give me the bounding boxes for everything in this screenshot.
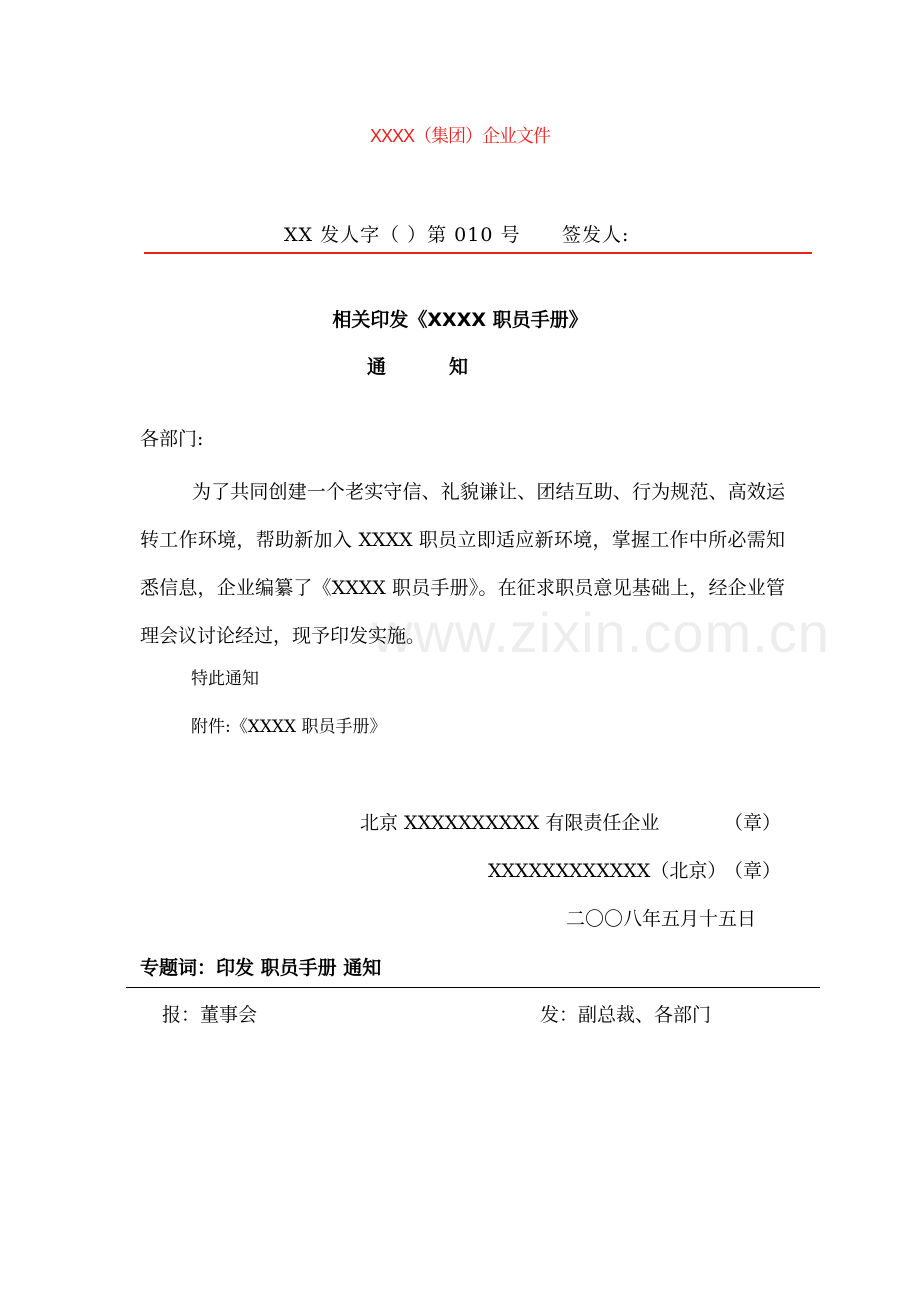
issuer-name-2: XXXXXXXXXXXX（北京）	[488, 860, 727, 882]
issuer-name-1: 北京 XXXXXXXXXX 有限责任企业	[360, 812, 660, 834]
subtitle-char-2: 知	[449, 356, 469, 378]
greeting: 各部门:	[140, 428, 204, 450]
report-to: 报：董事会	[162, 1004, 258, 1026]
document-number: XX 发人字（ ）第 010 号	[284, 224, 521, 246]
notice-closing: 特此通知	[191, 669, 259, 689]
send-to: 发：副总裁、各部门	[540, 1004, 712, 1026]
issuer-seal-1: （章）	[724, 812, 782, 834]
signer-label: 签发人:	[562, 224, 630, 246]
body-paragraph: 为了共同创建一个老实守信、礼貌谦让、团结互助、行为规范、高效运转工作环境，帮助新加入 XXXX 职员立即适应新环境，掌握工作中所必需知悉信息，企业编纂了《XXXX 职员手册》。在征求职员意见基础上，经企业管理会议讨论经过，现予印发实施。	[140, 481, 785, 647]
keywords-line: 专题词：印发 职员手册 通知	[140, 957, 382, 979]
issuer-seal-2: （章）	[724, 860, 782, 882]
red-divider	[144, 252, 812, 254]
watermark: www.zixin.com.cn	[372, 601, 830, 664]
letterhead: XXXX（集团）企业文件	[369, 126, 551, 146]
attachment-line: 附件:《XXXX 职员手册》	[191, 717, 387, 737]
issue-date: 二〇〇八年五月十五日	[566, 908, 757, 930]
black-divider	[126, 987, 820, 988]
document-title: 相关印发《XXXX 职员手册》	[332, 309, 588, 331]
subtitle-char-1: 通	[367, 356, 387, 378]
